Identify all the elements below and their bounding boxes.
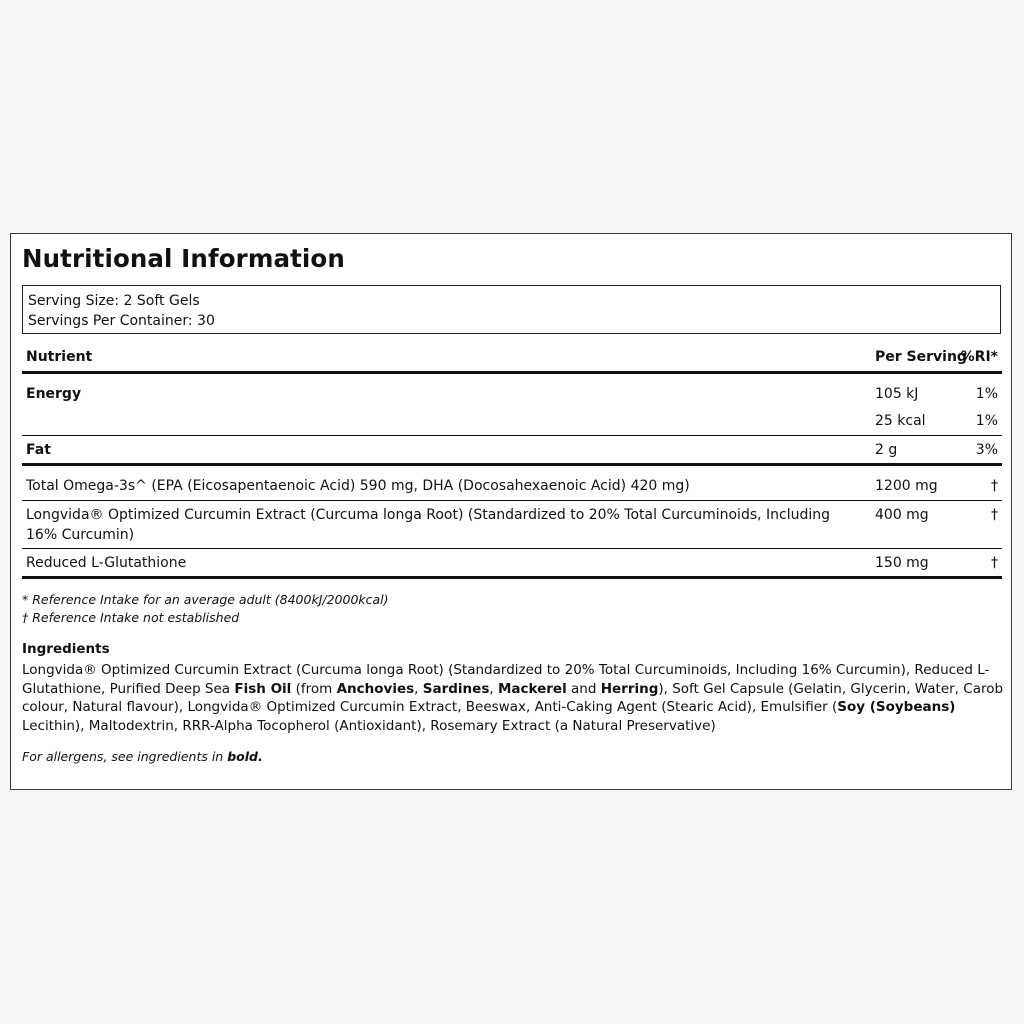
- per-serving-value: 150 mg: [875, 555, 929, 571]
- nutrient-name: Total Omega-3s^ (EPA (Eicosapentaenoic Acid) 590 mg, DHA (Docosahexaenoic Acid) 420 mg): [26, 478, 690, 494]
- ri-value: 3%: [975, 442, 998, 458]
- nutrition-panel: [10, 233, 1012, 790]
- table-bottom-rule: [22, 576, 1002, 579]
- nutrient-name: Energy: [26, 386, 82, 402]
- ri-footnote: * Reference Intake for an average adult (8400kJ/2000kcal): [22, 592, 389, 607]
- allergen-ingredient: Sardines: [422, 680, 490, 697]
- header-nutrient: Nutrient: [26, 349, 93, 365]
- allergen-note-bold: bold.: [227, 749, 263, 764]
- per-serving-value: 2 g: [875, 442, 898, 458]
- allergen-ingredient: Anchovies: [336, 680, 415, 697]
- ri-value: 1%: [975, 386, 998, 402]
- servings-per-container: Servings Per Container: 30: [28, 313, 215, 329]
- row-divider: [22, 435, 1002, 436]
- ingredient-segment: Longvida® Optimized Curcumin Extract (Curcuma longa Root) (Standardized to 20% Total Curcuminoids, Including 16% Curcumin), Reduced L-Glutathione, Purified Deep Sea: [22, 662, 990, 697]
- nutrient-name: Reduced L-Glutathione: [26, 555, 187, 571]
- ri-value: †: [991, 507, 998, 523]
- nutrient-name: Longvida® Optimized Curcumin Extract (Curcuma longa Root) (Standardized to 20% Total Curcuminoids, Including 16% Curcumin): [26, 507, 831, 543]
- ingredient-segment: ,: [414, 680, 423, 697]
- per-serving-value: 1200 mg: [875, 478, 938, 494]
- ri-value: 1%: [975, 413, 998, 429]
- section-divider: [22, 463, 1002, 466]
- per-serving-value: 25 kcal: [875, 413, 926, 429]
- ingredient-segment: ,: [489, 680, 498, 697]
- allergen-ingredient: Mackerel: [497, 680, 567, 697]
- ingredient-segment: ), Soft Gel Capsule (Gelatin, Glycerin, Water, Carob colour, Natural flavour), Longvida® Optimized Curcumin Extract, Beeswax, Anti-Caking Agent (Stearic Acid), Emulsifier (: [22, 680, 1004, 715]
- per-serving-value: 400 mg: [875, 507, 929, 523]
- dagger-footnote: † Reference Intake not established: [22, 610, 240, 625]
- panel-title: Nutritional Information: [22, 244, 345, 273]
- ingredients-text: [22, 661, 1004, 735]
- nutrient-name: Fat: [26, 442, 51, 458]
- ingredient-segment: and: [566, 680, 601, 697]
- row-divider: [22, 548, 1002, 549]
- allergen-ingredient: Fish Oil: [234, 680, 292, 697]
- allergen-note-text: For allergens, see ingredients in: [22, 749, 228, 764]
- ri-value: †: [991, 478, 998, 494]
- serving-size: Serving Size: 2 Soft Gels: [28, 293, 200, 309]
- ingredient-segment: Lecithin), Maltodextrin, RRR-Alpha Tocopherol (Antioxidant), Rosemary Extract (a Natural Preservative): [22, 717, 716, 734]
- header-divider: [22, 371, 1002, 374]
- header-ri: %RI*: [960, 349, 998, 365]
- ri-value: †: [991, 555, 998, 571]
- row-divider: [22, 500, 1002, 501]
- allergen-note: [22, 749, 263, 764]
- allergen-ingredient: Herring: [600, 680, 659, 697]
- footnotes: [22, 591, 389, 627]
- ingredient-segment: (from: [291, 680, 337, 697]
- serving-box: [22, 285, 1001, 334]
- header-per-serving: Per Serving: [875, 349, 967, 365]
- allergen-ingredient: Soy (Soybeans): [837, 699, 956, 715]
- per-serving-value: 105 kJ: [875, 386, 919, 402]
- ingredients-heading: Ingredients: [22, 641, 110, 657]
